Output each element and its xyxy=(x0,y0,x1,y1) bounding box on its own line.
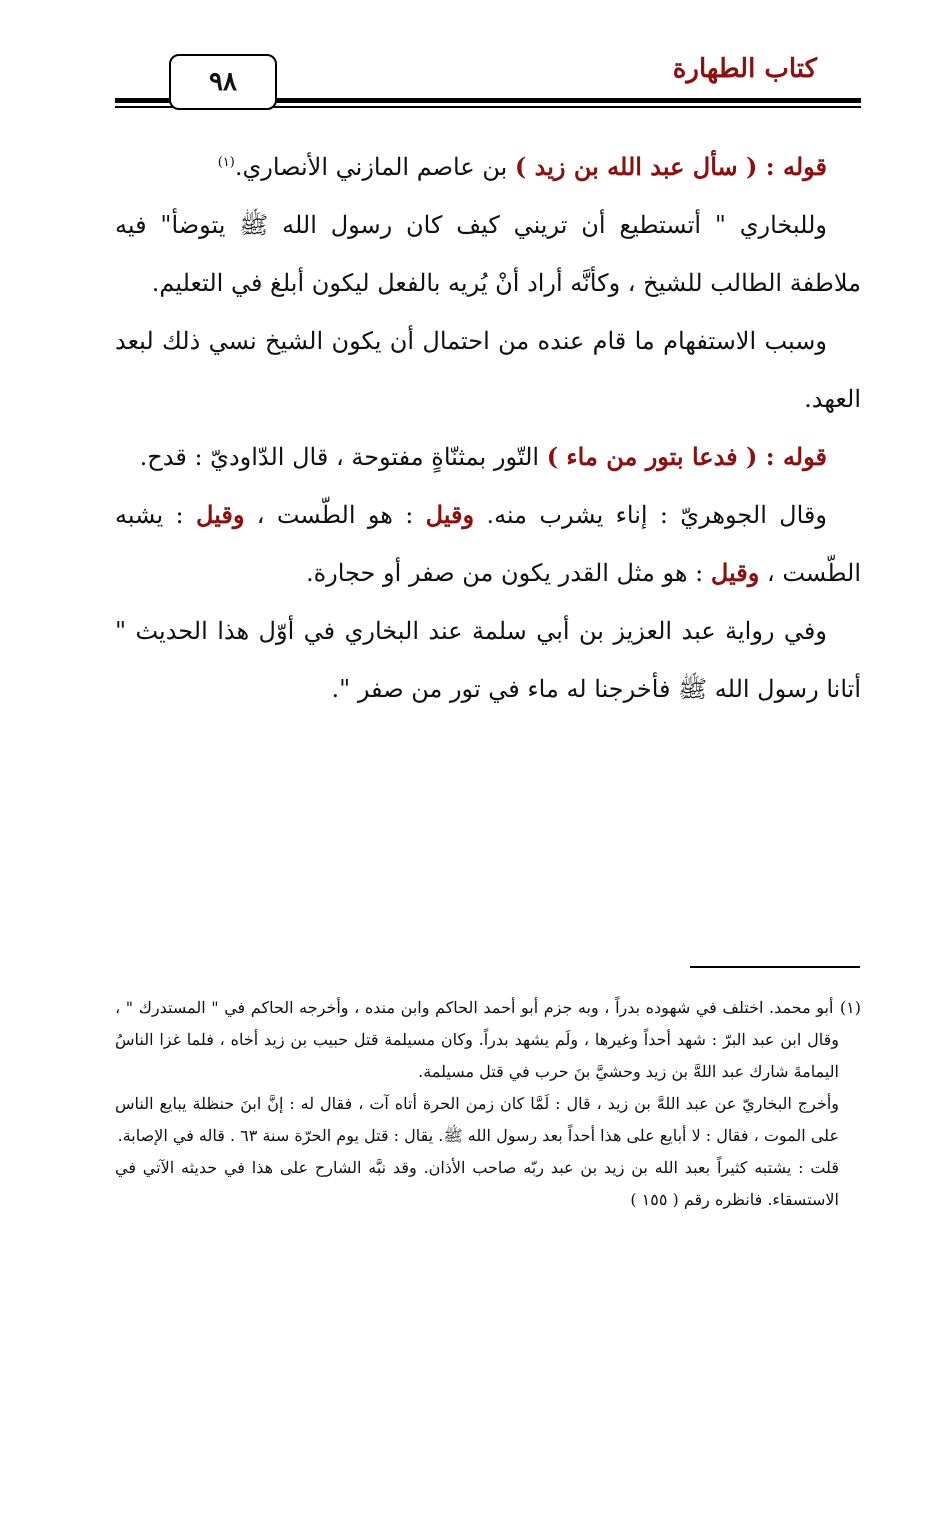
paragraph-text: التّور بمثنّاةٍ مفتوحة ، قال الدّاوديّ : قدح. xyxy=(139,443,547,471)
page-header xyxy=(115,52,861,112)
main-text xyxy=(115,138,861,718)
paragraph-6: وفي رواية عبد العزيز بن أبي سلمة عند البخاري في أوّل هذا الحديث " أتانا رسول الله ﷺ فأخرجنا له ماء في تور من صفر ". xyxy=(115,617,861,703)
footnote-reference[interactable]: (١) xyxy=(217,155,235,170)
footnote-text: أبو محمد. اختلف في شهوده بدراً ، وبه جزم أبو أحمد الحاكم وابن منده ، وأخرجه الحاكم في " المستدرك " ، وقال ابن عبد البرّ : شهد أحداً وغيرها ، ولَم يشهد بدراً. وكان مسيلمة قتل حبيب بن زيد أخاه ، فلما غزا الناسُ اليمامةَ شارك عبد اللهَّ بن زيد وحشيَّ بنَ حرب في قتل مسيلمة. xyxy=(115,998,839,1081)
paragraph-2: وللبخاري " أتستطيع أن تريني كيف كان رسول الله ﷺ يتوضأ" فيه ملاطفة الطالب للشيخ ، وكأنَّه أراد أنْ يُريه بالفعل ليكون أبلغ في التعليم. xyxy=(115,211,861,297)
paragraph-3: وسبب الاستفهام ما قام عنده من احتمال أن يكون الشيخ نسي ذلك لبعد العهد. xyxy=(115,327,861,413)
paragraph-5 xyxy=(115,486,861,602)
quote-label: قوله : ( فدعا بتور من ماء ) xyxy=(546,442,827,471)
paragraph-text: : يشبه الطّست ، xyxy=(115,501,861,587)
paragraph-text: وقال الجوهريّ : إناء يشرب منه. xyxy=(474,501,827,529)
qil-keyword: وقيل xyxy=(195,500,245,529)
footnote-1-note: قلت : يشتبه كثيراً بعبد الله بن زيد بن عبد ربّه صاحب الأذان. وقد نبَّه الشارح على هذا في حديثه الآتي في الاستسقاء. فانظره رقم ( ١٥٥ ) xyxy=(115,1158,839,1209)
footnotes xyxy=(115,992,861,1216)
page-number: ٩٨ xyxy=(169,54,277,110)
paragraph-1 xyxy=(115,138,861,196)
paragraph-text: : هو الطّست ، xyxy=(244,501,426,529)
qil-keyword: وقيل xyxy=(425,500,475,529)
paragraph-text: : هو مثل القدر يكون من صفر أو حجارة. xyxy=(305,559,711,587)
footnote-separator xyxy=(690,966,860,968)
qil-keyword: وقيل xyxy=(710,558,760,587)
footnote-number: (١) xyxy=(839,998,861,1017)
book-title: كتاب الطهارة xyxy=(672,54,817,84)
footnote-1 xyxy=(115,992,861,1088)
paragraph-text: بن عاصم المازني الأنصاري. xyxy=(234,153,515,181)
paragraph-4 xyxy=(115,428,861,486)
quote-label: قوله : ( سأل عبد الله بن زيد ) xyxy=(514,152,827,181)
footnote-1-continued: وأخرج البخاريّ عن عبد اللهَّ بن زيد ، قال : لَمَّا كان زمن الحرة أتاه آت ، فقال له : إنَّ ابنَ حنظلة يبايع الناس على الموت ، فقال : لا أبايع على هذا أحداً بعد رسول الله ﷺ. يقال : قتل يوم الحرّة سنة ٦٣ . قاله في الإصابة. xyxy=(115,1094,839,1145)
